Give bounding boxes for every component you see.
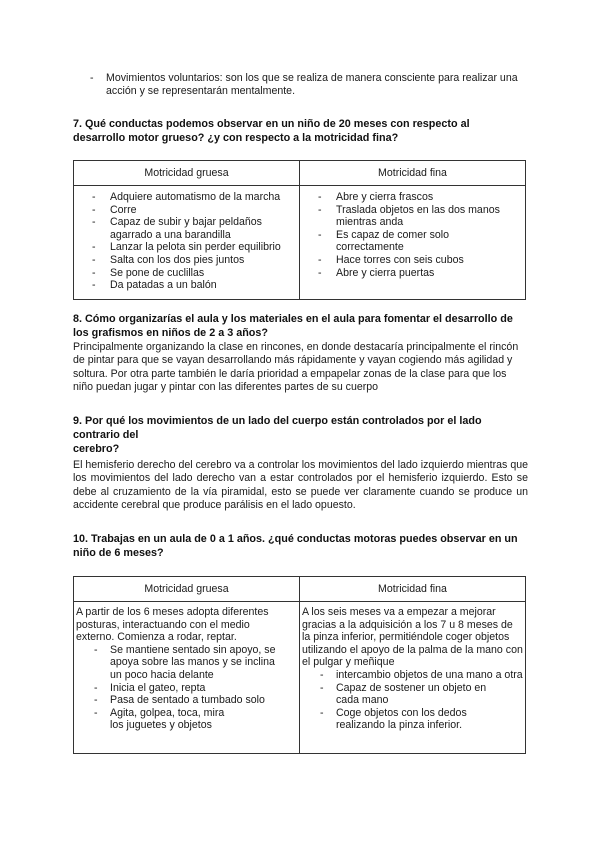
list-item: - Traslada objetos en las dos manos mientras anda [300, 204, 525, 229]
list-item: - Pasa de sentado a tumbado solo [76, 694, 289, 707]
question-9-line-1: 9. Por qué los movimientos de un lado del cuerpo están controlados por el lado [73, 415, 482, 427]
list-item: - Capaz de sostener un objeto en cada mano [302, 682, 523, 707]
table-q7 [73, 160, 526, 300]
list-item: - Agita, golpea, toca, mira los juguetes y objetos [76, 707, 289, 732]
table-q7-cell-gruesa [74, 186, 300, 300]
list-item: - Da patadas a un balón [74, 279, 299, 292]
table-q10-cell-fina [300, 602, 526, 754]
list-item: - Es capaz de comer solo correctamente [300, 229, 525, 254]
list-item: - Se mantiene sentado sin apoyo, se apoya sobre las manos y se inclina un poco hacia delante [76, 644, 289, 682]
list-item: - Capaz de subir y bajar peldaños agarrado a una barandilla [74, 216, 299, 241]
table-q7-cell-fina [300, 186, 526, 300]
list-item: - Abre y cierra puertas [300, 267, 525, 280]
list-item: - Inicia el gateo, repta [76, 682, 289, 695]
answer-8: Principalmente organizando la clase en rincones, en donde destacaría principalmente el rincón de pintar para que se vayan desarrollando más rápidamente y vayan cogiendo más agilidad y soltura. Por otra parte también le daría prioridad a empapelar zonas de la clase para que los niño puedan jugar y pintar con las diferentes partes de su cuerpo [73, 341, 519, 394]
intro-bullet [84, 72, 548, 99]
question-10: 10. Trabajas en un aula de 0 a 1 años. ¿qué conductas motoras puedes observar en un niño de 6 meses? [73, 533, 518, 560]
question-9-line-3: cerebro? [73, 443, 120, 456]
list-item: - Adquiere automatismo de la marcha [74, 191, 299, 204]
table-q7-header-fina: Motricidad fina [300, 161, 526, 186]
list-item: - Lanzar la pelota sin perder equilibrio [74, 241, 299, 254]
question-8: 8. Cómo organizarías el aula y los materiales en el aula para fomentar el desarrollo de los grafismos en niños de 2 a 3 años? [73, 313, 513, 340]
question-9 [73, 414, 528, 457]
question-9-line-2: contrario del [73, 429, 139, 442]
list-item: - Coge objetos con los dedos realizando la pinza inferior. [302, 707, 523, 732]
table-q10-gruesa-intro: A partir de los 6 meses adopta diferentes posturas, interactuando con el medio externo. Comienza a rodar, reptar. [76, 606, 269, 644]
table-q10-cell-gruesa [74, 602, 300, 754]
table-q10 [73, 576, 526, 754]
intro-bullet-text: Movimientos voluntarios: son los que se realiza de manera consciente para realizar una acción y se representarán mentalmente. [106, 72, 518, 98]
table-q10-fina-intro: A los seis meses va a empezar a mejorar gracias a la adquisición a los 7 u 8 meses de la pinza inferior, permitiéndole coger objetos utilizando el apoyo de la palma de la mano con el pulgar y meñique [302, 606, 523, 669]
list-item: - Corre [74, 204, 299, 217]
table-q10-header-fina: Motricidad fina [300, 577, 526, 602]
list-item: - Abre y cierra frascos [300, 191, 525, 204]
list-item: - intercambio objetos de una mano a otra [302, 669, 523, 682]
table-q10-header-gruesa: Motricidad gruesa [74, 577, 300, 602]
list-item: - Hace torres con seis cubos [300, 254, 525, 267]
question-7: 7. Qué conductas podemos observar en un niño de 20 meses con respecto al desarrollo motor grueso? ¿y con respecto a la motricidad fina? [73, 118, 470, 145]
table-q7-header-gruesa: Motricidad gruesa [74, 161, 300, 186]
list-item: - Salta con los dos pies juntos [74, 254, 299, 267]
list-item: - Se pone de cuclillas [74, 267, 299, 280]
answer-9: El hemisferio derecho del cerebro va a controlar los movimientos del lado izquierdo mientras que los movimientos del lado derecho van a estar controlados por el hemisferio izquierdo. Esto se debe al cruzamiento de la vía piramidal, esto se puede ver claramente cuando se produce un accidente cerebral que produce parálisis en el lado opuesto. [73, 459, 528, 512]
